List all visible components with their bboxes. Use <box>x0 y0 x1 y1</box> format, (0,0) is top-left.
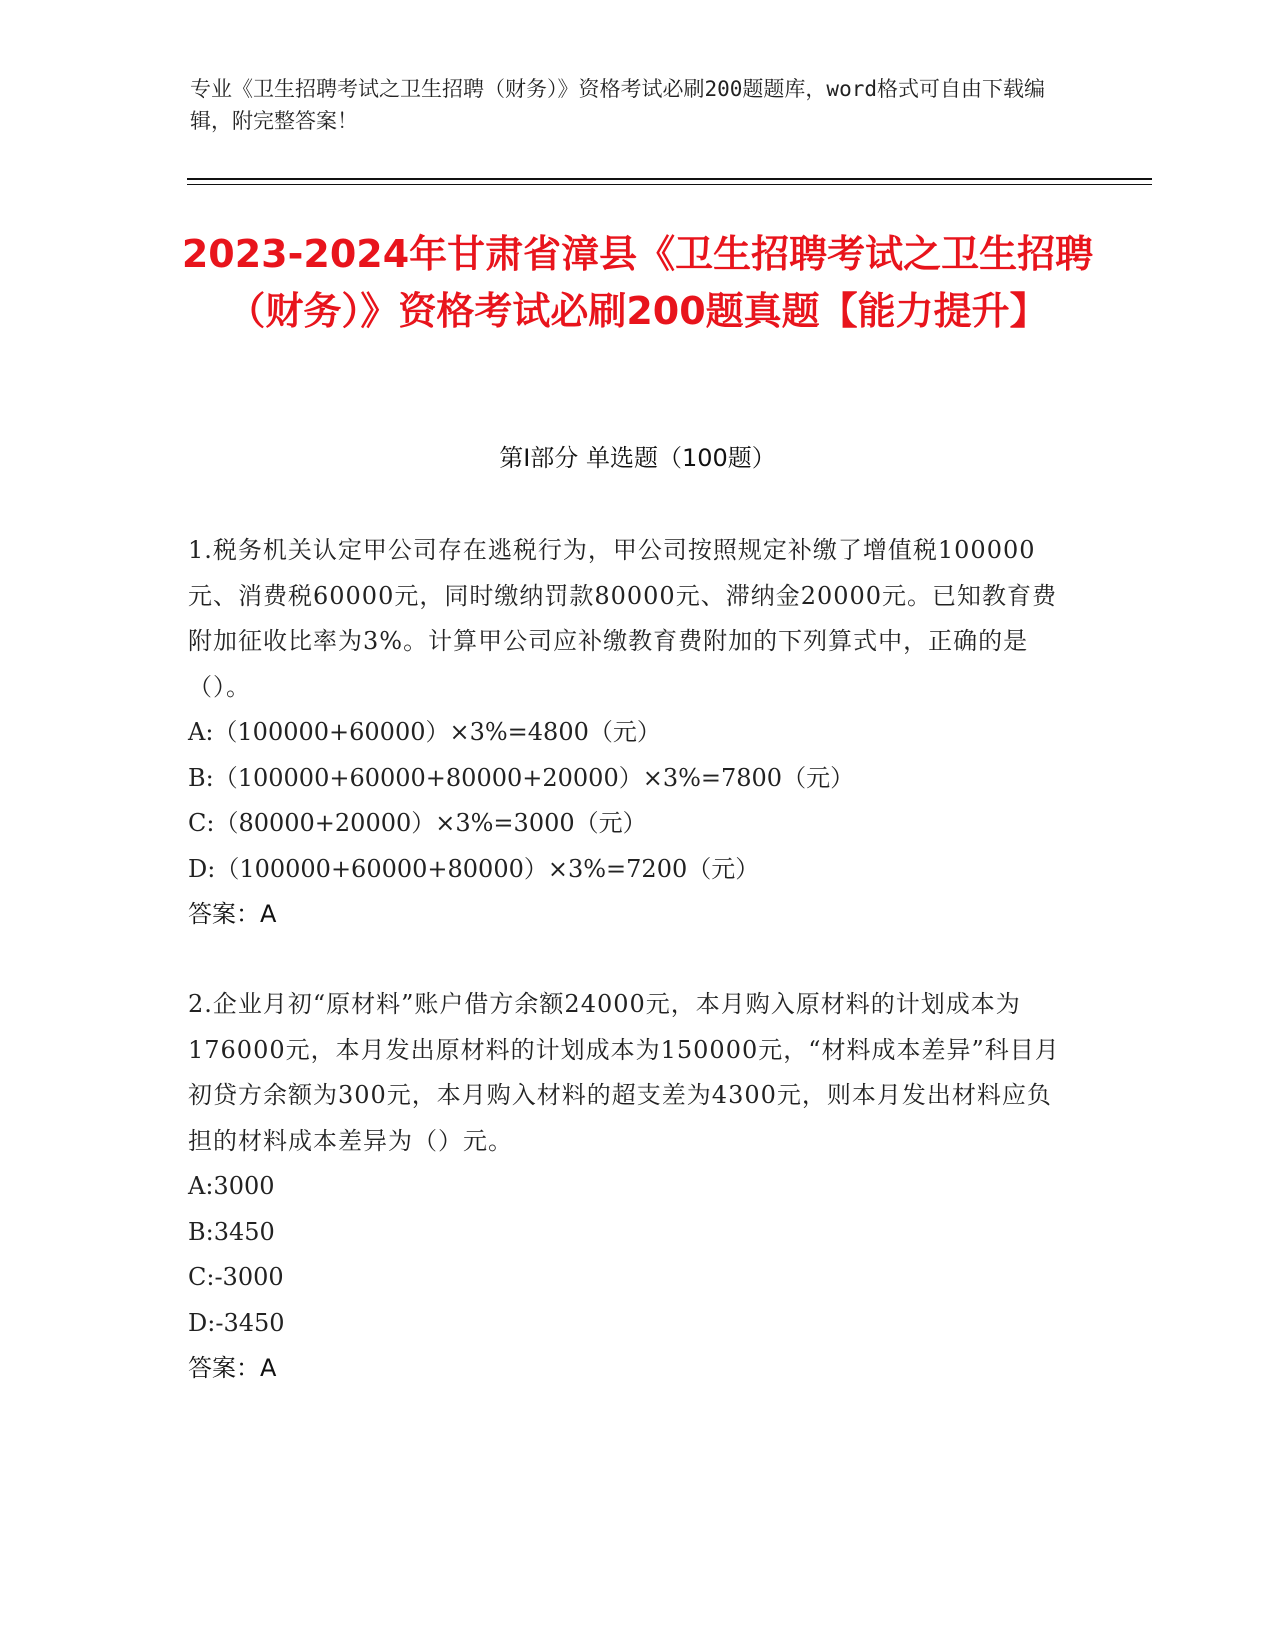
document-title: 2023-2024年甘肃省漳县《卫生招聘考试之卫生招聘（财务）》资格考试必刷200题真题【能力提升】 <box>181 232 1094 333</box>
header-divider-thin <box>187 184 1152 185</box>
option-b: B:3450 <box>188 1217 275 1246</box>
answer-line: 答案：A <box>188 1354 277 1382</box>
section-heading: 第I部分 单选题（100题） <box>499 444 776 472</box>
option-c: C:（80000+20000）×3%=3000（元） <box>188 809 647 837</box>
question-1 <box>188 528 1068 938</box>
answer-line: 答案：A <box>188 900 277 928</box>
header-note: 专业《卫生招聘考试之卫生招聘（财务）》资格考试必刷200题题库，word格式可自由下载编辑，附完整答案！ <box>190 77 1045 133</box>
question-stem: 2.企业月初“原材料”账户借方余额24000元，本月购入原材料的计划成本为176000元，本月发出原材料的计划成本为150000元，“材料成本差异”科目月初贷方余额为300元，本月购入材料的超支差为4300元，则本月发出材料应负担的材料成本差异为（）元。 <box>188 990 1060 1155</box>
option-c: C:-3000 <box>188 1263 284 1291</box>
option-d: D:-3450 <box>188 1308 285 1337</box>
question-stem: 1.税务机关认定甲公司存在逃税行为，甲公司按照规定补缴了增值税100000元、消费税60000元，同时缴纳罚款80000元、滞纳金20000元。已知教育费附加征收比率为3%。计算甲公司应补缴教育费附加的下列算式中，正确的是（）。 <box>188 536 1058 701</box>
option-a: A:3000 <box>188 1172 275 1200</box>
question-2 <box>188 982 1068 1392</box>
options-list <box>188 1164 1068 1346</box>
header-divider <box>187 178 1152 180</box>
option-a: A:（100000+60000）×3%=4800（元） <box>188 718 661 746</box>
option-b: B:（100000+60000+80000+20000）×3%=7800（元） <box>188 763 855 792</box>
options-list <box>188 710 1068 892</box>
option-d: D:（100000+60000+80000）×3%=7200（元） <box>188 854 760 883</box>
